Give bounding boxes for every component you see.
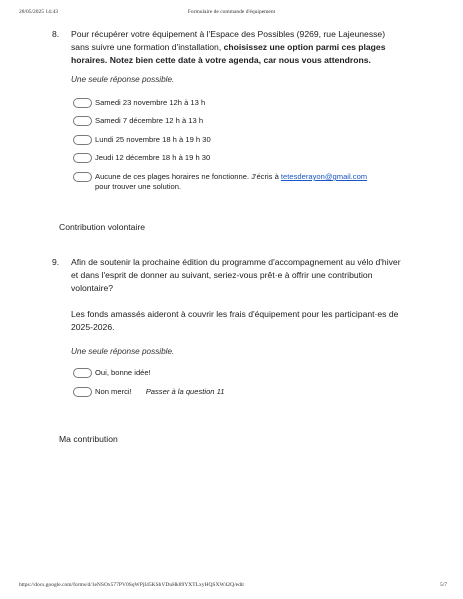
option-label: Oui, bonne idée! [95, 368, 151, 377]
answer-hint: Une seule réponse possible. [71, 75, 175, 84]
question-text-plain: Pour récupérer votre équipement à l'Espace des Possibles (9269, rue Lajeunesse) sans suivre une formation d'installation, [71, 29, 386, 52]
print-title: Formulaire de commande d'équipement [187, 9, 276, 15]
option-other-text: Aucune de ces plages horaires ne fonctionne. J'écris à [95, 172, 281, 181]
radio-circle-icon[interactable] [73, 98, 92, 108]
option-radio-1[interactable] [73, 98, 205, 108]
option-radio-yes[interactable] [73, 368, 151, 378]
answer-hint: Une seule réponse possible. [71, 347, 175, 356]
option-radio-4[interactable] [73, 153, 210, 163]
radio-circle-icon[interactable] [73, 135, 92, 145]
question-text-bold: choisissez une option parmi ces plages horaires. Notez bien cette date à votre agenda, car nous vous attendrons. [71, 42, 386, 65]
skip-note: Passer à la question 11 [145, 387, 225, 396]
question-text [71, 28, 401, 67]
radio-circle-icon[interactable] [73, 387, 92, 397]
option-label: Samedi 23 novembre 12h à 13 h [95, 98, 206, 107]
option-label: Jeudi 12 décembre 18 h à 19 h 30 [95, 153, 211, 162]
email-link[interactable]: tetesderayon@gmail.com [280, 172, 368, 181]
option-label: Lundi 25 novembre 18 h à 19 h 30 [95, 135, 211, 144]
radio-circle-icon[interactable] [73, 172, 92, 182]
option-label [95, 172, 367, 192]
option-radio-5[interactable] [73, 172, 367, 192]
radio-circle-icon[interactable] [73, 116, 92, 126]
section-title-contribution: Contribution volontaire [59, 222, 145, 232]
print-datetime: 28/05/2025 14:43 [19, 9, 58, 15]
option-other-text-after: pour trouver une solution. [95, 182, 182, 191]
question-text: Afin de soutenir la prochaine édition du programme d'accompagnement au vélo d'hiver et dans l'esprit de donner au suivant, seriez-vous prêt·e à offrir une contribution volontaire? [71, 257, 401, 293]
section-title-ma-contribution: Ma contribution [59, 434, 118, 444]
option-label: Samedi 7 décembre 12 h à 13 h [95, 116, 204, 125]
print-page-number: 5/7 [439, 582, 447, 588]
question-text-2: Les fonds amassés aideront à couvrir les frais d'équipement pour les participant·es de 2025-2026. [71, 309, 399, 332]
option-label: Non merci! [95, 387, 132, 396]
question-number: 8. [52, 29, 60, 39]
option-radio-2[interactable] [73, 116, 203, 126]
radio-circle-icon[interactable] [73, 153, 92, 163]
question-number: 9. [52, 257, 60, 267]
radio-circle-icon[interactable] [73, 368, 92, 378]
option-radio-no[interactable] [73, 387, 225, 397]
option-radio-3[interactable] [73, 135, 211, 145]
print-url: https://docs.google.com/forms/d/1eNSOx577PV0SqWPjI45KShVDuHk89YXTLxyHQSXW42Q/edit [19, 582, 244, 588]
